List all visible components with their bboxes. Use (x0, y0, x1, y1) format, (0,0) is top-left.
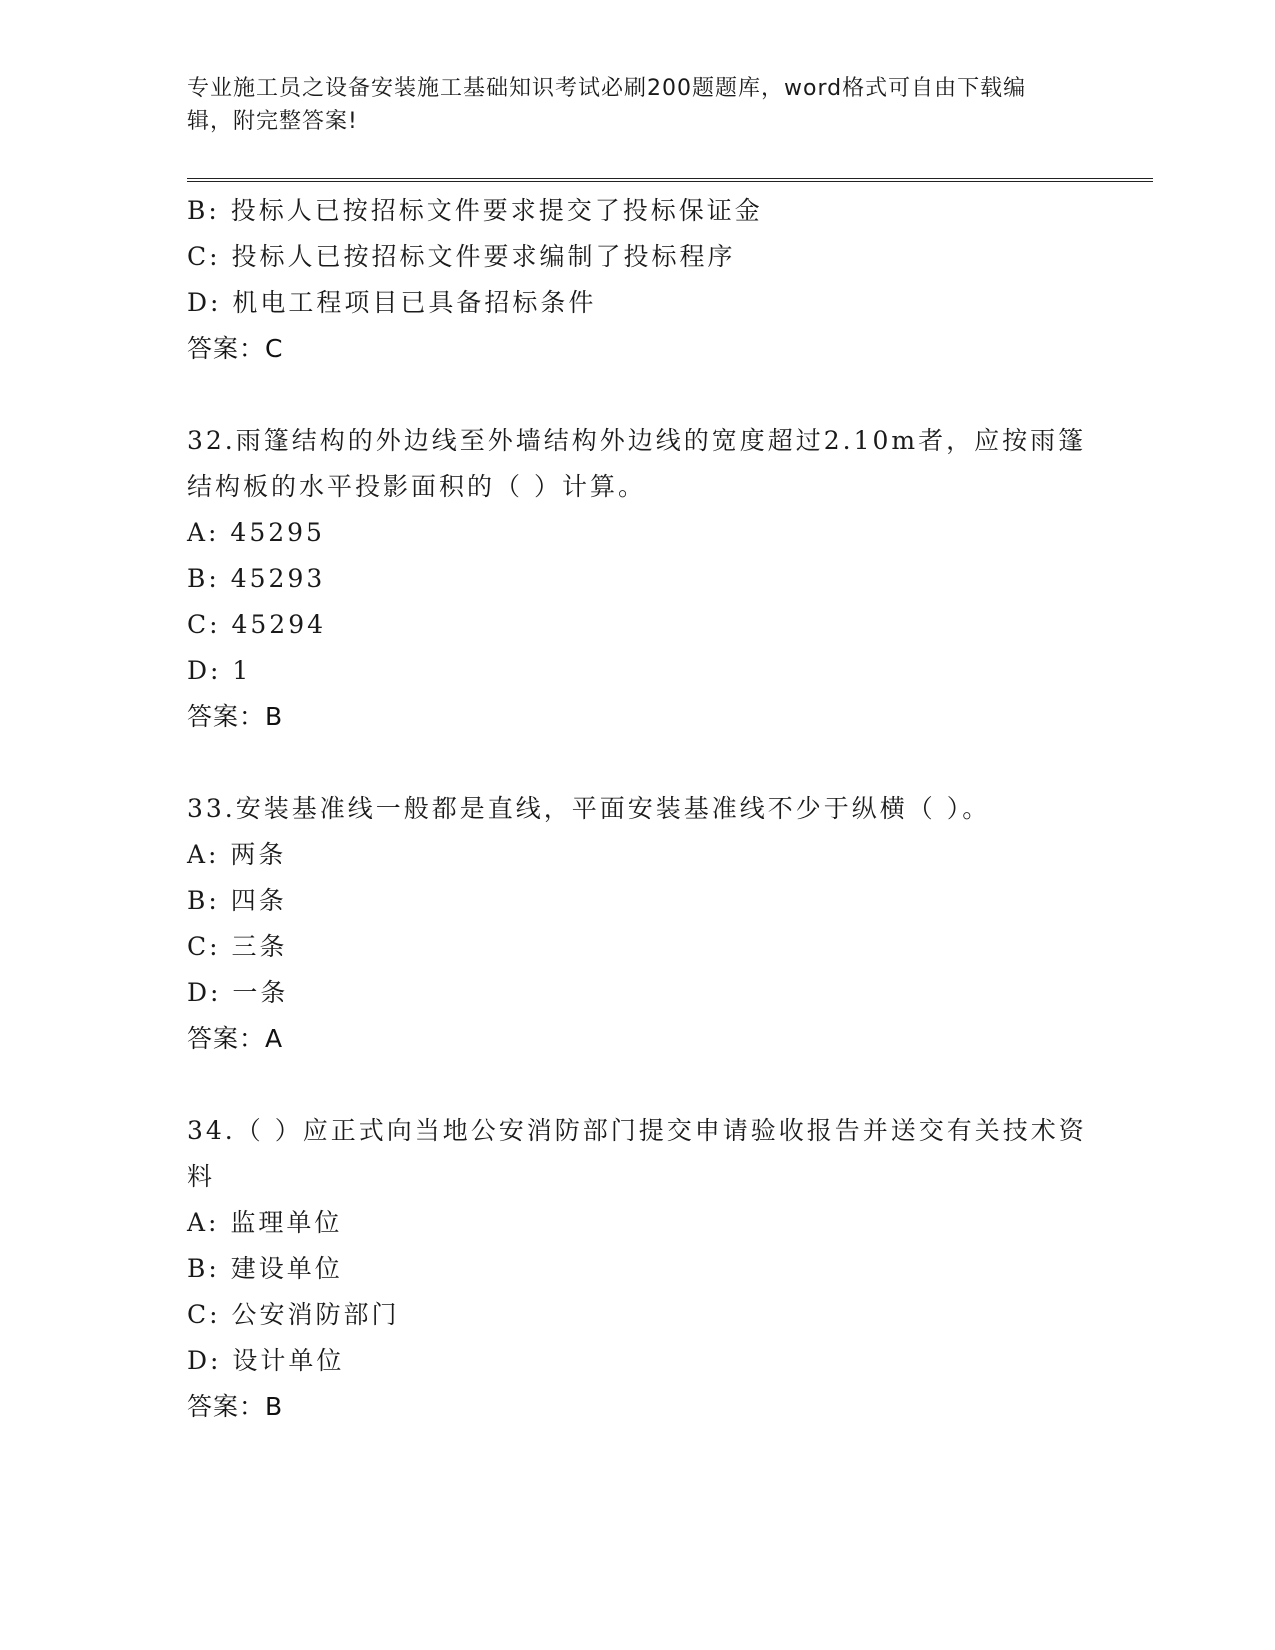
header-divider (187, 178, 1153, 182)
option-c: C: 45294 (187, 610, 327, 639)
option-b: B: 投标人已按招标文件要求提交了投标保证金 (187, 196, 763, 225)
option-d: D: 1 (187, 656, 252, 685)
spacer (187, 740, 1087, 786)
option-c: C: 三条 (187, 932, 288, 961)
question-block-32 (187, 418, 1087, 740)
spacer (187, 1062, 1087, 1108)
option-c: C: 公安消防部门 (187, 1300, 400, 1329)
question-block-31 (187, 188, 1087, 372)
option-d: D: 设计单位 (187, 1346, 345, 1375)
question-stem: 33.安装基准线一般都是直线，平面安装基准线不少于纵横（ ）。 (187, 794, 991, 823)
answer-line: 答案：C (187, 334, 284, 363)
option-b: B: 45293 (187, 564, 326, 593)
question-block-34 (187, 1108, 1087, 1430)
question-list (187, 188, 1087, 1430)
option-b: B: 四条 (187, 886, 287, 915)
question-stem: 34.（ ）应正式向当地公安消防部门提交申请验收报告并送交有关技术资料 (187, 1116, 1087, 1191)
option-a: A: 两条 (187, 840, 287, 869)
page-header-title: 专业施工员之设备安装施工基础知识考试必刷200题题库，word格式可自由下载编辑，附完整答案! (187, 76, 1027, 134)
option-a: A: 45295 (187, 518, 325, 547)
question-block-33 (187, 786, 1087, 1062)
answer-line: 答案：B (187, 702, 284, 731)
option-b: B: 建设单位 (187, 1254, 343, 1283)
option-d: D: 一条 (187, 978, 289, 1007)
answer-line: 答案：A (187, 1024, 284, 1053)
question-stem: 32.雨篷结构的外边线至外墙结构外边线的宽度超过2.10m者，应按雨篷结构板的水平投影面积的（ ）计算。 (187, 426, 1087, 501)
spacer (187, 372, 1087, 418)
option-c: C: 投标人已按招标文件要求编制了投标程序 (187, 242, 736, 271)
option-d: D: 机电工程项目已具备招标条件 (187, 288, 597, 317)
option-a: A: 监理单位 (187, 1208, 343, 1237)
answer-line: 答案：B (187, 1392, 284, 1421)
